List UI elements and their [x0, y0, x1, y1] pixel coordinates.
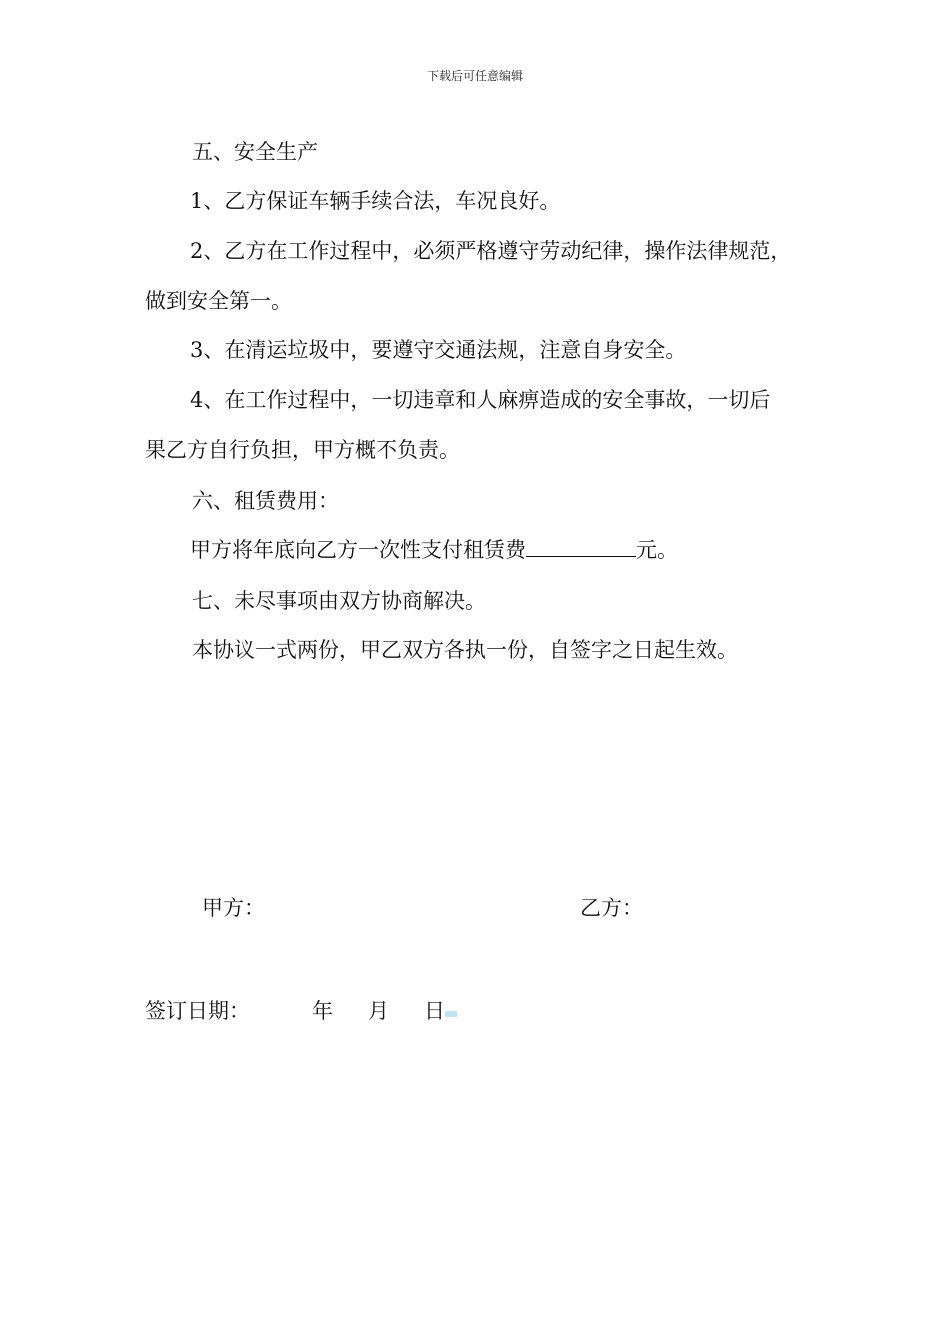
section-6-title: 六、租赁费用： — [192, 489, 339, 513]
clause-4-line-2: 果乙方自行负担，甲方概不负责。 — [145, 438, 460, 462]
clause-2-line-2: 做到安全第一。 — [145, 289, 292, 313]
clause-4-line-1: 4、在工作过程中，一切违章和人麻痹造成的安全事故，一切后 — [190, 388, 771, 412]
party-b-label: 乙方： — [580, 896, 643, 920]
section-7-title: 七、未尽事项由双方协商解决。 — [192, 589, 486, 613]
date-month: 月 — [368, 999, 389, 1023]
fee-text-after: 元。 — [636, 538, 678, 562]
clause-1: 1、乙方保证车辆手续合法，车况良好。 — [190, 189, 561, 213]
fee-amount-blank — [526, 538, 636, 557]
text-cursor-highlight — [445, 1011, 457, 1017]
date-day: 日 — [424, 999, 445, 1023]
clause-3: 3、在清运垃圾中，要遵守交通法规，注意自身安全。 — [190, 338, 687, 362]
date-year: 年 — [312, 999, 333, 1023]
signing-date-label: 签订日期： — [145, 999, 250, 1023]
fee-text-before: 甲方将年底向乙方一次性支付租赁费 — [190, 538, 526, 562]
agreement-copies: 本协议一式两份，甲乙双方各执一份，自签字之日起生效。 — [192, 638, 738, 662]
fee-paragraph — [190, 537, 678, 563]
page-header: 下载后可任意编辑 — [426, 69, 523, 83]
section-5-title: 五、安全生产 — [192, 140, 318, 164]
party-a-label: 甲方： — [202, 896, 265, 920]
clause-2-line-1: 2、乙方在工作过程中，必须严格遵守劳动纪律，操作法律规范， — [190, 239, 792, 263]
